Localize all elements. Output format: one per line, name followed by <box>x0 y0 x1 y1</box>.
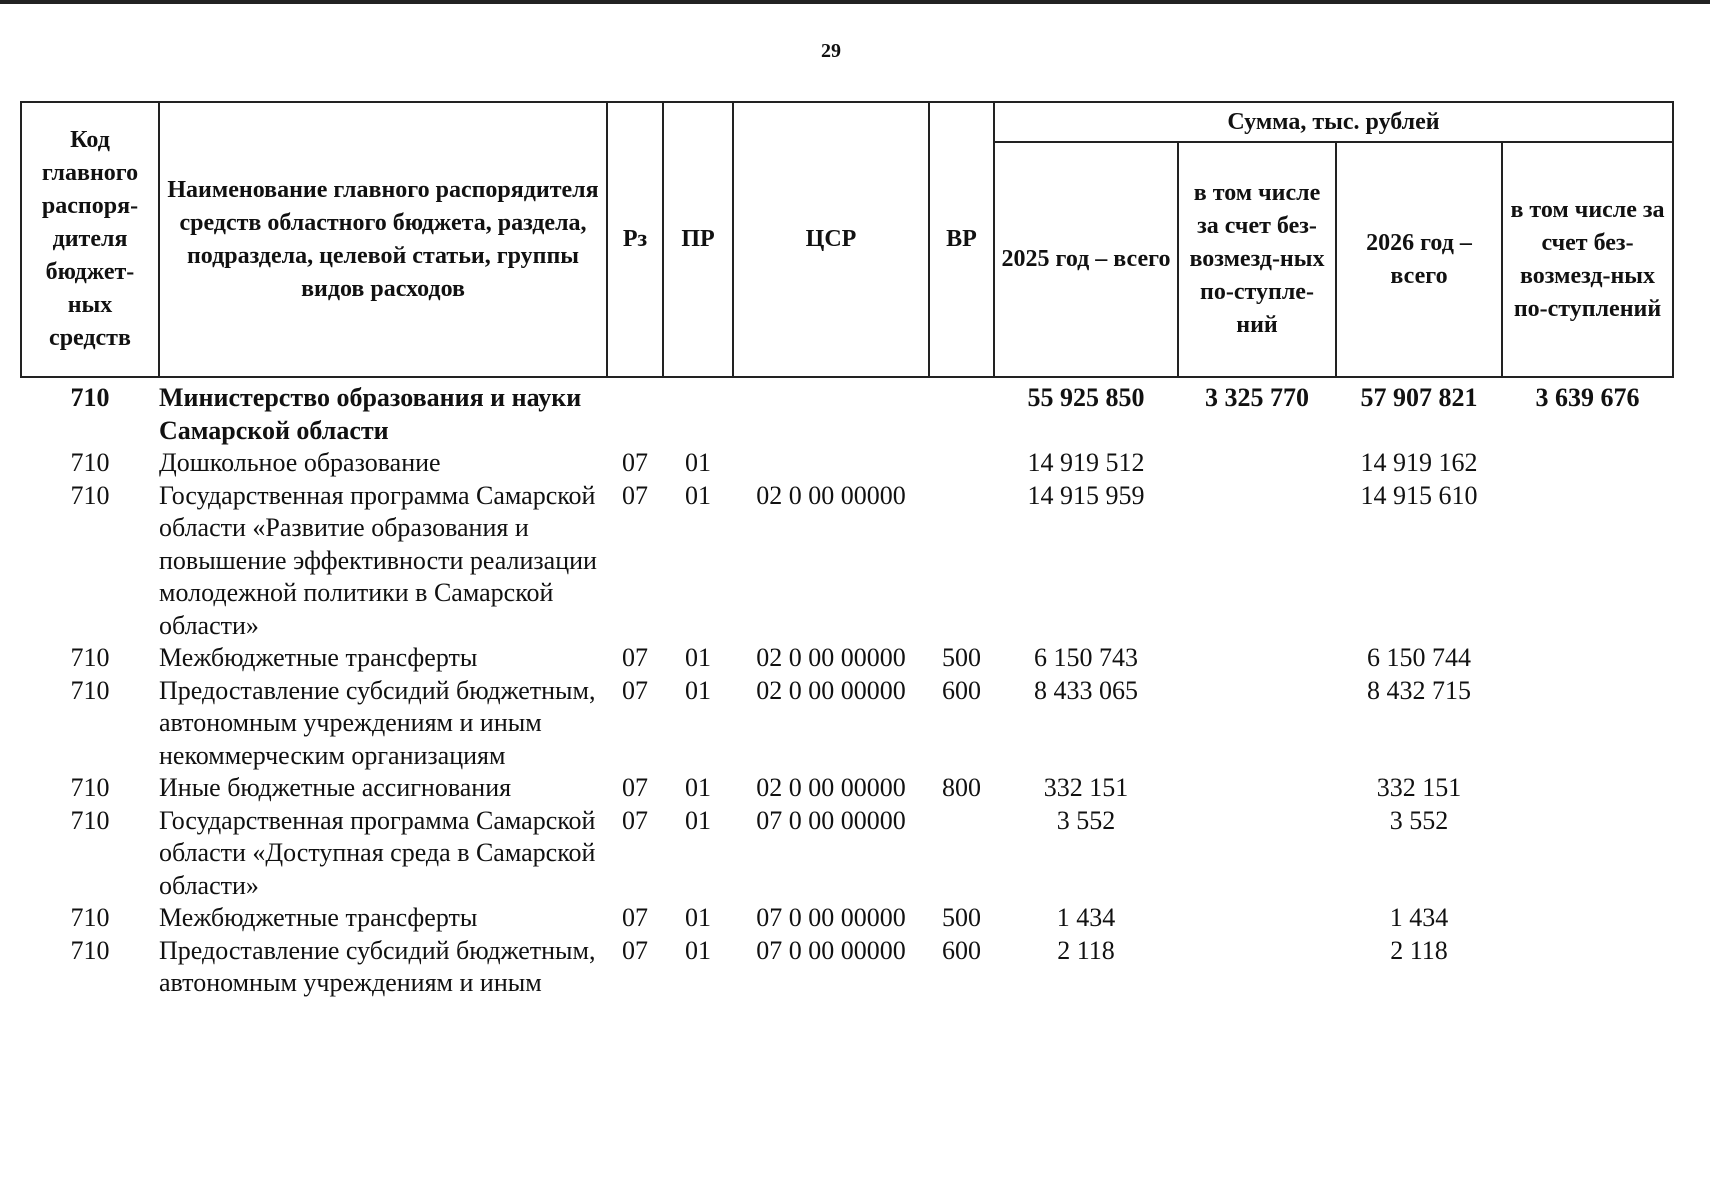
cell-2026-gratis <box>1502 642 1673 675</box>
cell-csr: 02 0 00 00000 <box>756 773 906 802</box>
cell-name: Межбюджетные трансферты <box>159 903 478 932</box>
cell-code: 710 <box>70 675 110 705</box>
cell-2025-gratis: 3 325 770 <box>1205 383 1309 412</box>
cell-2025-gratis <box>1178 642 1336 675</box>
cell-rz: 07 <box>622 448 648 477</box>
cell-2025-total: 55 925 850 <box>1027 383 1145 412</box>
table-row <box>21 772 1673 805</box>
header-2026-gratis: в том числе за счет без-возмезд-ных по-ступлений <box>1502 142 1673 377</box>
cell-2026-total: 8 432 715 <box>1367 675 1471 705</box>
table-row <box>21 642 1673 675</box>
cell-csr <box>733 377 929 447</box>
table-row <box>21 480 1673 643</box>
cell-vr: 600 <box>942 675 981 705</box>
cell-2026-total: 57 907 821 <box>1360 383 1478 412</box>
cell-code: 710 <box>70 448 110 477</box>
cell-pr: 01 <box>685 903 711 932</box>
cell-2025-total: 2 118 <box>1057 935 1115 965</box>
cell-2025-total: 6 150 743 <box>1034 643 1138 672</box>
header-2025-total: 2025 год – всего <box>994 142 1178 377</box>
cell-vr <box>929 447 994 480</box>
cell-2025-total: 14 919 512 <box>1027 448 1145 477</box>
cell-csr: 02 0 00 00000 <box>756 643 906 672</box>
cell-2026-gratis <box>1502 772 1673 805</box>
header-name: Наименование главного распорядителя средств областного бюджета, раздела, подраздела, целевой статьи, группы видов расходов <box>159 102 607 377</box>
cell-2025-total: 332 151 <box>1043 773 1129 802</box>
table-row <box>21 902 1673 935</box>
cell-vr <box>929 377 994 447</box>
cell-name: Предоставление субсидий бюджетным, автономным учреждениям и иным некоммерческим организациям <box>159 675 596 770</box>
cell-csr: 07 0 00 00000 <box>756 935 906 965</box>
cell-rz: 07 <box>622 935 648 965</box>
cell-name: Межбюджетные трансферты <box>159 643 478 672</box>
cell-rz: 07 <box>622 480 648 510</box>
cell-rz: 07 <box>622 675 648 705</box>
cell-2026-total: 14 915 610 <box>1360 480 1478 510</box>
cell-2026-gratis <box>1502 447 1673 480</box>
budget-table <box>20 101 1674 1000</box>
cell-rz: 07 <box>622 903 648 932</box>
cell-2025-gratis <box>1178 480 1336 643</box>
cell-pr: 01 <box>685 643 711 672</box>
cell-2025-gratis <box>1178 805 1336 903</box>
cell-2025-total: 14 915 959 <box>1027 480 1145 510</box>
cell-name: Государственная программа Самарской области «Развитие образования и повышение эффективности реализации молодежной политики в Самарской области» <box>159 480 597 640</box>
cell-csr <box>733 447 929 480</box>
cell-2026-gratis <box>1502 675 1673 773</box>
cell-2026-total: 2 118 <box>1390 935 1448 965</box>
cell-2026-total: 6 150 744 <box>1367 643 1471 672</box>
cell-rz <box>607 377 663 447</box>
cell-code: 710 <box>70 383 110 412</box>
cell-csr: 02 0 00 00000 <box>756 675 906 705</box>
cell-2026-gratis <box>1502 805 1673 903</box>
cell-code: 710 <box>70 935 110 965</box>
cell-name: Дошкольное образование <box>159 448 441 477</box>
cell-2026-gratis: 3 639 676 <box>1535 383 1640 412</box>
cell-pr: 01 <box>685 675 711 705</box>
cell-csr: 07 0 00 00000 <box>756 805 906 835</box>
cell-2026-gratis <box>1502 480 1673 643</box>
cell-2025-total: 3 552 <box>1056 805 1116 835</box>
header-code: Код главного распоря-дителя бюджет-ных средств <box>21 102 159 377</box>
cell-name: Иные бюджетные ассигнования <box>159 773 512 802</box>
header-vr: ВР <box>929 102 994 377</box>
header-rz: Рз <box>607 102 663 377</box>
cell-2026-gratis <box>1502 902 1673 935</box>
header-sum: Сумма, тыс. рублей <box>994 102 1673 142</box>
cell-2026-total: 3 552 <box>1389 805 1449 835</box>
table-row <box>21 377 1673 447</box>
cell-vr <box>929 480 994 643</box>
table-row <box>21 447 1673 480</box>
cell-2025-gratis <box>1178 447 1336 480</box>
table-row <box>21 675 1673 773</box>
cell-code: 710 <box>70 480 110 510</box>
cell-code: 710 <box>70 643 110 672</box>
cell-csr: 02 0 00 00000 <box>756 480 906 510</box>
header-2026-total: 2026 год – всего <box>1336 142 1502 377</box>
header-2025-gratis: в том числе за счет без-возмезд-ных по-ступле-ний <box>1178 142 1336 377</box>
header-pr: ПР <box>663 102 733 377</box>
cell-pr <box>663 377 733 447</box>
table-row <box>21 935 1673 1000</box>
top-rule <box>0 0 1710 4</box>
cell-rz: 07 <box>622 643 648 672</box>
cell-rz: 07 <box>622 805 648 835</box>
cell-name: Государственная программа Самарской области «Доступная среда в Самарской области» <box>159 805 596 900</box>
cell-vr: 800 <box>942 773 981 802</box>
cell-2025-gratis <box>1178 902 1336 935</box>
cell-pr: 01 <box>685 805 711 835</box>
cell-code: 710 <box>70 773 110 802</box>
cell-2025-total: 1 434 <box>1056 903 1116 932</box>
cell-rz: 07 <box>622 773 648 802</box>
cell-vr: 500 <box>942 903 981 932</box>
cell-2025-gratis <box>1178 772 1336 805</box>
cell-2025-gratis <box>1178 935 1336 1000</box>
page-number: 29 <box>821 40 841 62</box>
cell-pr: 01 <box>685 480 711 510</box>
cell-2026-total: 1 434 <box>1389 903 1449 932</box>
cell-vr: 500 <box>942 643 981 672</box>
cell-pr: 01 <box>685 448 711 477</box>
cell-code: 710 <box>70 903 110 932</box>
cell-code: 710 <box>70 805 110 835</box>
cell-name: Министерство образования и науки Самарской области <box>159 383 582 445</box>
cell-name: Предоставление субсидий бюджетным, автономным учреждениям и иным <box>159 935 596 997</box>
cell-2025-gratis <box>1178 675 1336 773</box>
cell-pr: 01 <box>685 773 711 802</box>
cell-2026-gratis <box>1502 935 1673 1000</box>
cell-pr: 01 <box>685 935 711 965</box>
cell-2026-total: 332 151 <box>1376 773 1462 802</box>
header-csr: ЦСР <box>733 102 929 377</box>
cell-2025-total: 8 433 065 <box>1034 675 1138 705</box>
cell-vr: 600 <box>942 935 981 965</box>
table-row <box>21 805 1673 903</box>
cell-2026-total: 14 919 162 <box>1360 448 1478 477</box>
cell-csr: 07 0 00 00000 <box>756 903 906 932</box>
cell-vr <box>929 805 994 903</box>
